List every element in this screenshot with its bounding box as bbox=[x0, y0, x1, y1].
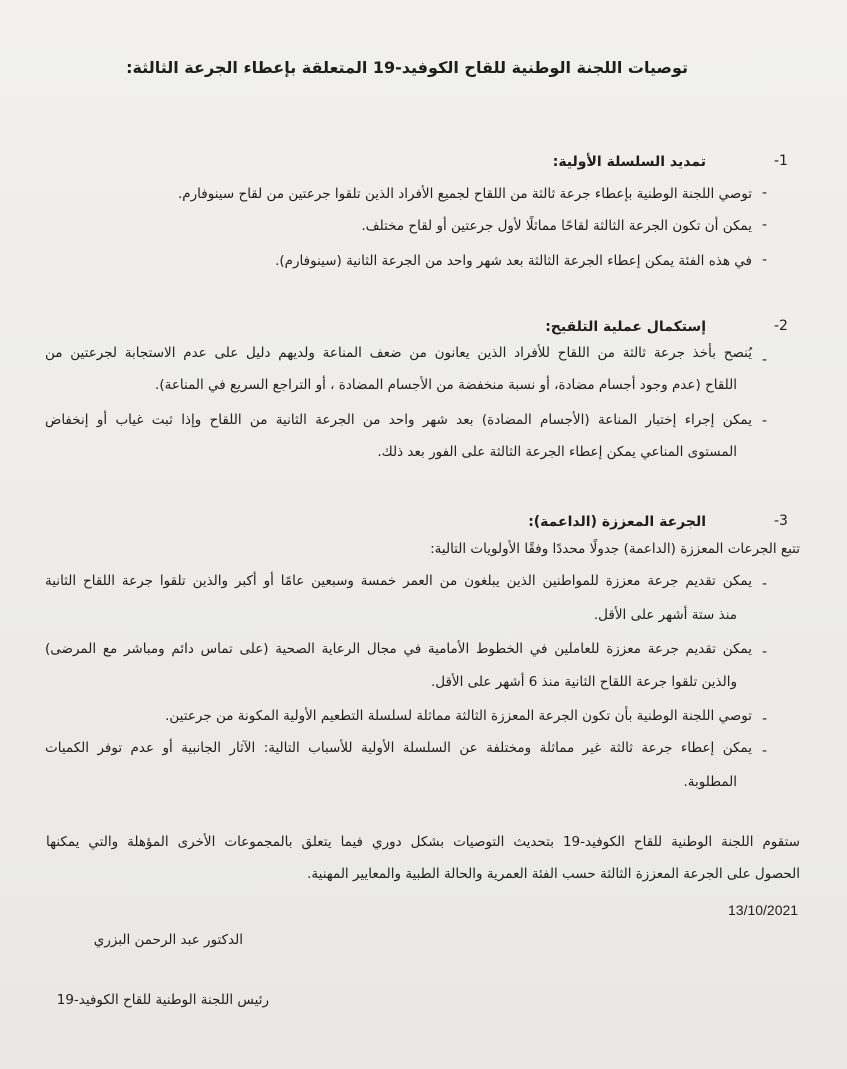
document-date: 13/10/2021 bbox=[728, 902, 799, 918]
signatory-position: رئيس اللجنة الوطنية للقاح الكوفيد-19 bbox=[56, 992, 269, 1008]
bullet-marker: - bbox=[762, 743, 768, 759]
signatory-name: الدكتور عبد الرحمن البزري bbox=[93, 932, 243, 948]
section-3-intro: تتبع الجرعات المعززة (الداعمة) جدولًا محددًا وفقًا الأولويات التالية: bbox=[430, 541, 800, 557]
section-1-heading: تمديد السلسلة الأولية: bbox=[552, 154, 706, 170]
section-3-heading: الجرعة المعززة (الداعمة): bbox=[528, 514, 706, 530]
section-3-line-7: المطلوبة. bbox=[683, 774, 737, 790]
section-3-line-6: يمكن إعطاء جرعة ثالثة غير مماثلة ومختلفة عن السلسلة الأولية للأسباب التالية: الآثار الجانبية أو عدم توفر الكميات bbox=[45, 740, 752, 756]
bullet-marker: - bbox=[762, 644, 768, 660]
section-1-line-2: يمكن أن تكون الجرعة الثالثة لقاحًا مماثلًا لأول جرعتين أو لقاح مختلف. bbox=[361, 218, 752, 234]
section-3-line-2: منذ ستة أشهر على الأقل. bbox=[593, 607, 737, 623]
bullet-marker: - bbox=[762, 217, 768, 233]
section-3-number: -3 bbox=[774, 513, 788, 529]
closing-line-1: ستقوم اللجنة الوطنية للقاح الكوفيد-19 بتحديث التوصيات بشكل دوري فيما يتعلق بالمجموعات الأخرى المؤهلة والتي يمكنها bbox=[46, 834, 800, 850]
section-3-line-1: يمكن تقديم جرعة معززة للمواطنين الذين يبلغون من العمر خمسة وسبعين عامًا أو أكبر والذين تلقوا جرعة اللقاح الثانية bbox=[45, 573, 752, 589]
section-2-line-4: المستوى المناعي يمكن إعطاء الجرعة الثالثة على الفور بعد ذلك. bbox=[377, 444, 737, 460]
closing-line-2: الحصول على الجرعة المعززة الثالثة حسب الفئة العمرية والحالة الطبية والمعايير المهنية. bbox=[307, 866, 800, 882]
section-2-line-1: يُنصح بأخذ جرعة ثالثة من اللقاح للأفراد الذين يعانون من ضعف المناعة ولديهم دليل على عدم الاستجابة لجرعتين من bbox=[45, 345, 752, 361]
section-3-line-5: توصي اللجنة الوطنية بأن تكون الجرعة المعززة الثالثة مماثلة لسلسلة التطعيم الأولية المكونة من جرعتين. bbox=[165, 708, 752, 724]
bullet-marker: - bbox=[762, 576, 768, 592]
section-1-line-1: توصي اللجنة الوطنية بإعطاء جرعة ثالثة من اللقاح لجميع الأفراد الذين تلقوا جرعتين من لقاح سينوفارم. bbox=[178, 186, 752, 202]
bullet-marker: - bbox=[762, 352, 768, 368]
bullet-marker: - bbox=[762, 711, 768, 727]
section-1-line-3: في هذه الفئة يمكن إعطاء الجرعة الثالثة بعد شهر واحد من الجرعة الثانية (سينوفارم). bbox=[275, 253, 752, 269]
bullet-marker: - bbox=[762, 185, 768, 201]
section-2-line-3: يمكن إجراء إختبار المناعة (الأجسام المضادة) بعد شهر واحد من الجرعة الثانية من اللقاح وإذا ثبت غياب أو إنخفاض bbox=[45, 412, 752, 428]
bullet-marker: - bbox=[762, 413, 768, 429]
section-2-line-2: اللقاح (عدم وجود أجسام مضادة، أو نسبة منخفضة من الأجسام المضادة ، أو التراجع السريع في المناعة). bbox=[155, 377, 737, 393]
bullet-marker: - bbox=[762, 252, 768, 268]
section-3-line-4: والذين تلقوا جرعة اللقاح الثانية منذ 6 أشهر على الأقل. bbox=[430, 674, 737, 690]
section-2-number: -2 bbox=[774, 318, 788, 334]
document-title: توصيات اللجنة الوطنية للقاح الكوفيد-19 المتعلقة بإعطاء الجرعة الثالثة: bbox=[126, 58, 688, 77]
section-3-line-3: يمكن تقديم جرعة معززة للعاملين في الخطوط الأمامية في مجال الرعاية الصحية (على تماس دائم ومباشر مع المرضى) bbox=[45, 641, 752, 657]
section-1-number: -1 bbox=[774, 153, 788, 169]
section-2-heading: إستكمال عملية التلقيح: bbox=[545, 319, 706, 335]
